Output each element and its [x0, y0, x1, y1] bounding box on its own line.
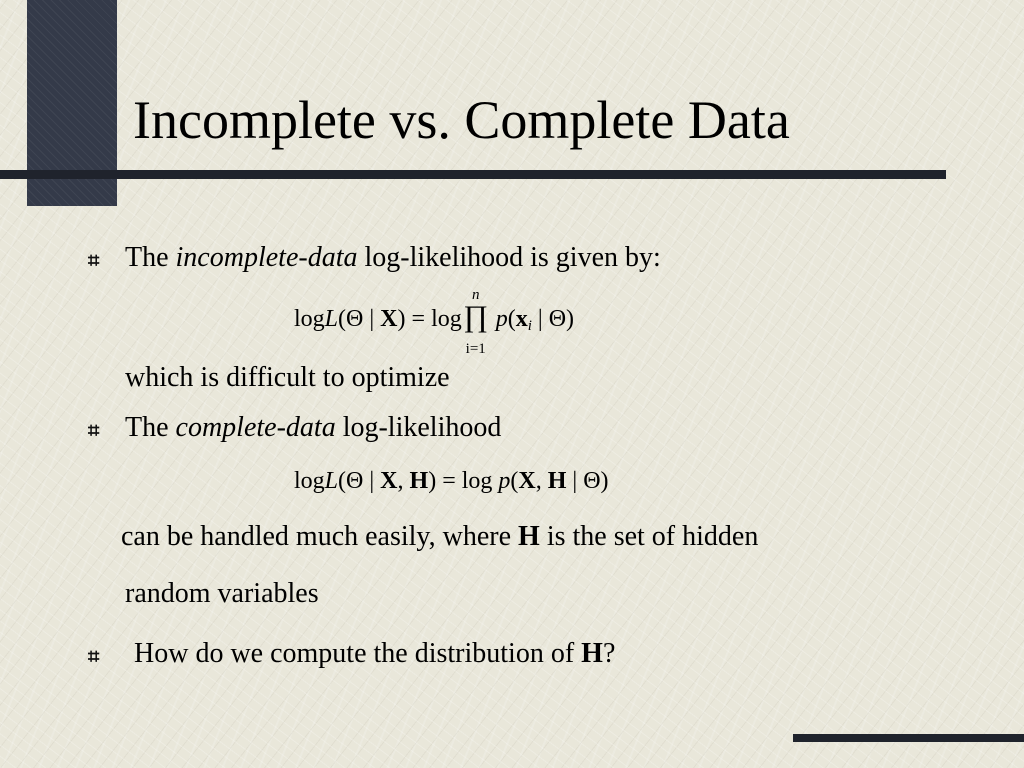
- eq-args: (Θ |: [338, 306, 381, 332]
- product-lower-limit: i=1: [465, 341, 486, 357]
- product-operator: [462, 287, 490, 357]
- eq-equals: =: [436, 468, 462, 494]
- eq-X: X: [518, 468, 536, 494]
- eq-H: H: [547, 468, 567, 494]
- eq-open: (: [510, 468, 519, 494]
- eq-H: H: [409, 468, 429, 494]
- text-segment: The: [125, 412, 176, 443]
- eq-equals: =: [405, 306, 432, 332]
- footer-rule: [793, 734, 1024, 742]
- bullet-icon: ⌗: [88, 418, 100, 442]
- eq-log-rhs: log: [431, 306, 462, 332]
- product-upper-limit: n: [471, 287, 480, 303]
- emphasis-incomplete-data: incomplete-data: [175, 242, 358, 273]
- continuation-random-variables: random variables: [125, 578, 319, 609]
- text-segment: log-likelihood is given by:: [357, 242, 661, 273]
- eq-L: L: [324, 468, 339, 494]
- equation-incomplete-log-likelihood: [294, 287, 575, 357]
- eq-args: (Θ |: [338, 468, 381, 494]
- eq-x: x: [515, 306, 528, 332]
- eq-log: log: [294, 468, 325, 494]
- eq-comma: ,: [535, 468, 548, 494]
- eq-rest: | Θ): [531, 306, 575, 332]
- eq-p: p: [495, 306, 508, 332]
- bold-H: H: [581, 638, 603, 669]
- text-segment: can be handled much easily, where: [121, 521, 519, 552]
- bullet-text-incomplete: [125, 241, 661, 275]
- slide-title: Incomplete vs. Complete Data: [133, 90, 790, 150]
- eq-X: X: [380, 306, 398, 332]
- eq-comma: ,: [397, 468, 410, 494]
- bullet-icon: ⌗: [88, 248, 100, 272]
- eq-rest: | Θ): [566, 468, 609, 494]
- text-segment: ?: [602, 638, 616, 669]
- eq-close: ): [397, 306, 406, 332]
- eq-close: ): [428, 468, 437, 494]
- continuation-handled-easily: [121, 520, 758, 554]
- product-symbol: ∏: [463, 300, 489, 333]
- eq-X: X: [380, 468, 398, 494]
- bullet-icon: ⌗: [88, 644, 100, 668]
- text-segment: The: [125, 242, 176, 273]
- text-segment: is the set of hidden: [539, 521, 759, 552]
- text-segment: log-likelihood: [335, 412, 502, 443]
- eq-log-rhs: log: [461, 468, 493, 494]
- text-segment: How do we compute the distribution of: [134, 638, 582, 669]
- eq-log: log: [294, 306, 325, 332]
- equation-complete-log-likelihood: [294, 466, 609, 496]
- eq-L: L: [324, 306, 339, 332]
- eq-open: (: [507, 306, 516, 332]
- bold-H: H: [518, 521, 540, 552]
- eq-subscript-i: i: [527, 318, 532, 334]
- emphasis-complete-data: complete-data: [175, 412, 336, 443]
- title-underline-rule: [0, 170, 946, 179]
- bullet-text-question: [134, 637, 615, 671]
- eq-p: p: [498, 468, 511, 494]
- continuation-difficult: which is difficult to optimize: [125, 362, 450, 393]
- bullet-text-complete: [125, 411, 501, 445]
